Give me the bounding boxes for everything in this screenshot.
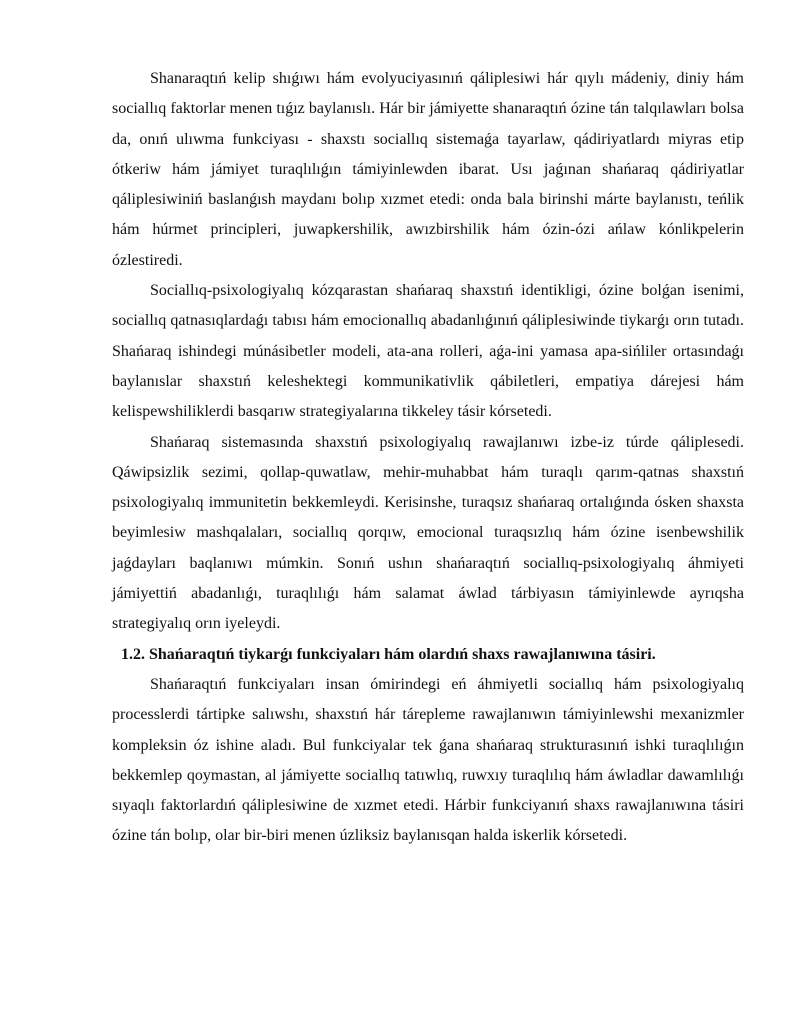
section-heading: 1.2. Shańaraqtıń tiykarǵı funkciyaları hám olardıń shaxs rawajlanıwına tásiri. <box>121 645 656 663</box>
paragraph-socio-psychological-view: Sociallıq-psixologiyalıq kózqarastan shańaraq shaxstıń identikligi, ózine bolǵan isenimi, sociallıq qatnasıqlardaǵı tabısı hám emocionallıq abadanlıǵınıń qáliplesiwinde tiykarǵı orın tutadı. Shańaraq ishindegi múnásibetler modeli, ata-ana rolleri, aǵa-ini yamasa apa-sińliler ortasındaǵı baylanıslar shaxstıń keleshektegi kommunikativlik qábiletleri, empatiya dárejesi hám kelispewshiliklerdi basqarıw strategiyalarına tikkeley tásir kórsetedi. <box>112 282 744 421</box>
paragraph-family-functions: Shańaraqtıń funkciyaları insan ómirindegi eń áhmiyetli sociallıq hám psixologiyalıq processlerdi tártipke salıwshı, shaxstıń hár tárepleme rawajlanıwın támiyinlewshi mexanizmler kompleksin óz ishine aladı. Bul funkciyalar tek ǵana shańaraq strukturasınıń ishki turaqlılıǵın bekkemlep qoymastan, al jámiyette sociallıq tatıwlıq, ruwxıy turaqlılıq hám áwladlar dawamlılıǵı sıyaqlı faktorlardıń qáliplesiwine de xızmet etedi. Hárbir funkciyanıń shaxs rawajlanıwına tásiri ózine tán bolıp, olar bir-biri menen úzliksiz baylanısqan halda iskerlik kórsetedi. <box>112 675 744 845</box>
document-page <box>112 64 744 852</box>
paragraph-family-origin: Shanaraqtıń kelip shıǵıwı hám evolyuciyasınıń qáliplesiwi hár qıylı mádeniy, diniy hám sociallıq faktorlar menen tıǵız baylanıslı. Hár bir jámiyette shanaraqtıń ózine tán talqılawları bolsa da, onıń ulıwma funkciyası - shaxstı sociallıq sistemaǵa tayarlaw, qádiriyatlardı miyras etip ótkeriw hám jámiyet turaqlılıǵın támiyinlewden ibarat. Usı jaǵınan shańaraq qádiriyatlar qáliplesiwiniń baslanǵısh maydanı bolıp xızmet etedi: onda bala birinshi márte baylanıstı, teńlik hám húrmet principleri, juwapkershilik, awızbirshilik hám ózin-ózi ańlaw kónlikpelerin ózlestiredi. <box>112 70 744 269</box>
paragraph-psychological-development: Shańaraq sistemasında shaxstıń psixologiyalıq rawajlanıwı izbe-iz túrde qáliplesedi. Qáwipsizlik sezimi, qollap-quwatlaw, mehir-muhabbat hám turaqlı qarım-qatnas shaxstıń psixologiyalıq immunitetin bekkemleydi. Kerisinshe, turaqsız shańaraq ortalıǵında ósken shaxsta beyimlesiw mashqalaları, sociallıq qorqıw, emocional turaqsızlıq hám ózine isenbewshilik jaǵdayları baqlanıwı múmkin. Sonıń ushın shańaraqtıń sociallıq-psixologiyalıq áhmiyeti jámiyettiń abadanlıǵı, turaqlılıǵı hám salamat áwlad tárbiyasın támiyinlewde ayrıqsha strategiyalıq orın iyeleydi. <box>112 433 744 633</box>
